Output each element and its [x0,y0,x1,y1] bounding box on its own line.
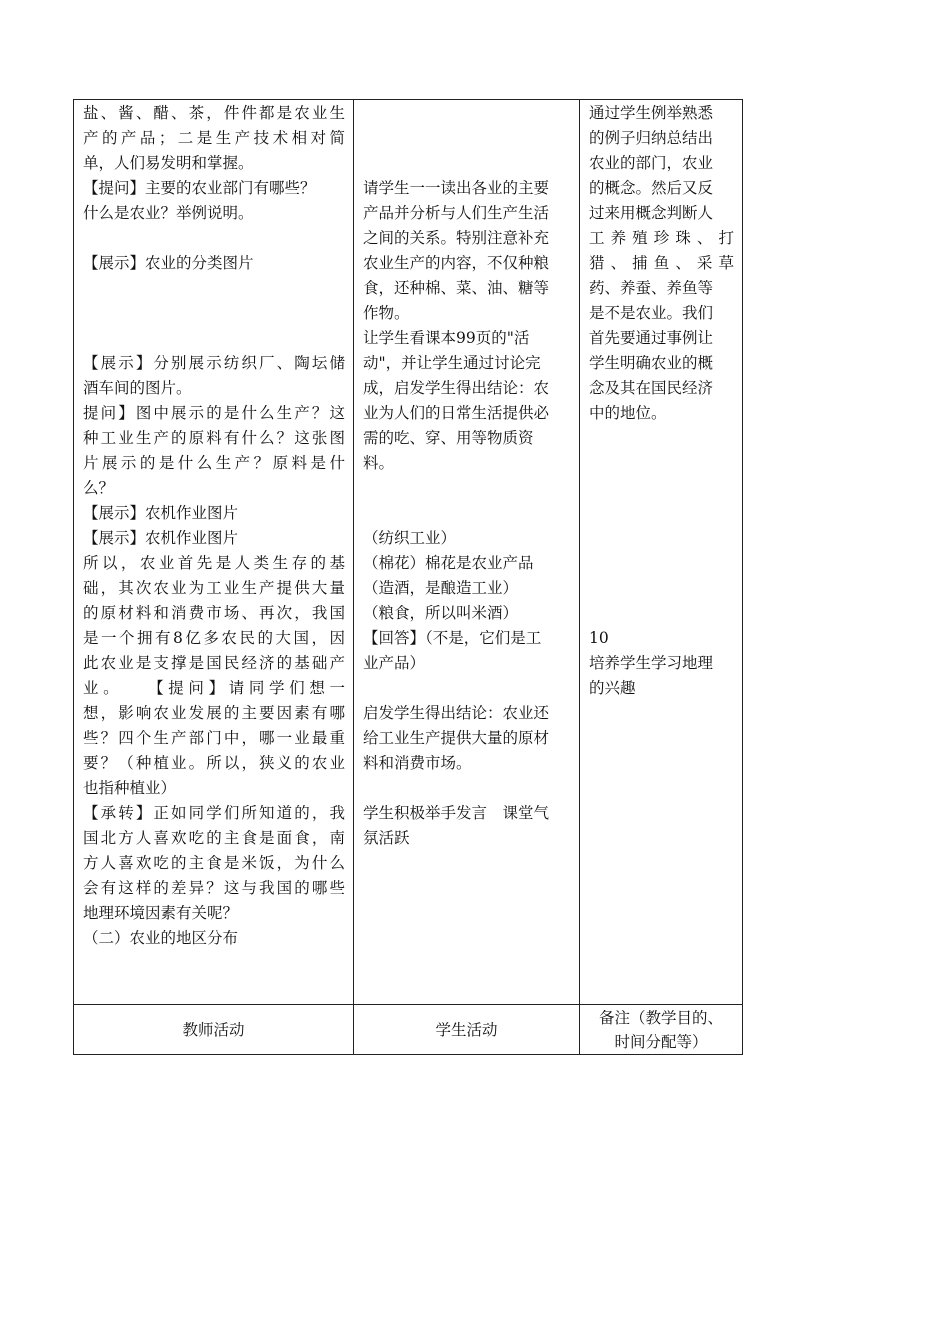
teacher-text-line: 础，其次农业为工业生产提供大量 [83,579,345,597]
notes-text-line [589,501,734,526]
notes-text-line: 是不是农业。我们 [589,304,714,322]
teacher-text-line: 方人喜欢吃的主食是米饭，为什么 [83,854,345,872]
teacher-text-line: 【展示】农机作业图片 [83,529,239,547]
student-text-line: 业产品） [363,654,426,672]
student-text-line: 让学生看课本99页的"活 [363,329,530,347]
notes-text-line: 猎、捕鱼、采草 [589,254,734,272]
student-text-line: 启发学生得出结论：农业还 [363,704,550,722]
notes-text-line: 10 [589,629,609,647]
notes-text-line: 工养殖珍珠、打 [589,229,734,247]
teacher-text-line [83,276,345,301]
notes-text-line [589,601,734,626]
teacher-text-line [83,301,345,326]
notes-text-line: 中的地位。 [589,404,667,422]
student-text-line: 学生积极举手发言 课堂气 [363,804,550,822]
teacher-text-line: 【承转】正如同学们所知道的，我 [83,804,345,822]
teacher-text-line: 提问】图中展示的是什么生产？这 [83,404,345,422]
teacher-text-line: 会有这样的差异？这与我国的哪些 [83,879,345,897]
student-text-line: 【回答】（不是，它们是工 [363,629,542,647]
teacher-text-line [83,326,345,351]
teacher-text-line [83,226,345,251]
notes-text-line: 学生明确农业的概 [589,354,714,372]
student-text-line: （纺织工业） [363,529,457,547]
column-header-row [74,1005,743,1055]
teacher-activity-cell [74,100,354,1005]
student-text-line [363,151,571,176]
teacher-text-line: 也指种植业） [83,779,177,797]
content-row [74,100,743,1005]
student-text-line: 给工业生产提供大量的原材 [363,729,550,747]
student-text-line: 动"，并让学生通过讨论完 [363,354,541,372]
notes-text-line [589,551,734,576]
teacher-text-line: 【展示】农机作业图片 [83,504,239,522]
notes-text-line: 的概念。然后又反 [589,179,714,197]
header-notes-line-2: 时间分配等） [614,1032,708,1051]
notes-text-line: 过来用概念判断人 [589,204,714,222]
student-text-line: 食，还种棉、菜、油、糖等 [363,279,550,297]
header-notes [580,1005,743,1055]
teacher-text-line: 什么是农业？举例说明。 [83,204,254,222]
student-text-line: 作物。 [363,304,410,322]
teacher-text-line: 是一个拥有8亿多农民的大国，因 [83,629,345,647]
student-text-line: 之间的关系。特别注意补充 [363,229,550,247]
student-text-line: 氛活跃 [363,829,410,847]
notes-text-line: 通过学生例举熟悉 [589,104,714,122]
teacher-text-line: 盐、酱、醋、茶，件件都是农业生 [83,104,345,122]
student-text-line: 业为人们的日常生活提供必 [363,404,550,422]
notes-text-line: 首先要通过事例让 [589,329,714,347]
notes-text-line: 药、养蚕、养鱼等 [589,279,714,297]
notes-text-line: 的兴趣 [589,679,636,697]
header-notes-line-1: 备注（教学目的、 [598,1008,723,1027]
student-text-line [363,676,571,701]
teacher-text-line: 酒车间的图片。 [83,379,192,397]
notes-cell [580,100,743,1005]
teacher-text-line: 所以，农业首先是人类生存的基 [83,554,345,572]
notes-text-line: 的例子归纳总结出 [589,129,714,147]
student-text-line: （粮食，所以叫米酒） [363,604,519,622]
teacher-text-line: 地理环境因素有关呢？ [83,904,239,922]
student-text-line: （棉花）棉花是农业产品 [363,554,534,572]
teacher-text-line: 【展示】分别展示纺织厂、陶坛储 [83,354,345,372]
student-text-line [363,776,571,801]
teacher-text-line: 【展示】农业的分类图片 [83,254,254,272]
teacher-text-line: 要？（种植业。所以，狭义的农业 [83,754,345,772]
teacher-text-line: 想，影响农业发展的主要因素有哪 [83,704,345,722]
student-text-line [363,476,571,501]
teacher-text-line: 业。 【提问】请同学们想一 [83,679,345,697]
student-text-line: 需的吃、穿、用等物质资 [363,429,534,447]
notes-text [580,100,742,1004]
notes-text-line [589,476,734,501]
student-text-line: （造酒，是酿造工业） [363,579,519,597]
notes-text-line: 念及其在国民经济 [589,379,714,397]
student-text-line: 产品并分析与人们生产生活 [363,204,550,222]
notes-text-line [589,426,734,451]
lesson-plan-table [73,99,743,1055]
student-text-line: 料和消费市场。 [363,754,472,772]
notes-text-line [589,526,734,551]
header-student-activity: 学生活动 [354,1005,580,1055]
notes-text-line [589,451,734,476]
teacher-text-line: 的原材料和消费市场、再次，我国 [83,604,345,622]
teacher-text-line: 此农业是支撑是国民经济的基础产 [83,654,345,672]
student-text-line: 成，启发学生得出结论：农 [363,379,550,397]
teacher-text-line: 国北方人喜欢吃的主食是面食，南 [83,829,345,847]
student-activity-text [354,100,579,1004]
teacher-text-line: 些？四个生产部门中，哪一业最重 [83,729,345,747]
teacher-text-line: 单，人们易发明和掌握。 [83,154,254,172]
student-activity-cell [354,100,580,1005]
teacher-activity-text [74,100,353,1004]
notes-text-line [589,576,734,601]
teacher-text-line: 片展示的是什么生产？原料是什 [83,454,345,472]
teacher-text-line: 【提问】主要的农业部门有哪些？ [83,179,316,197]
student-text-line [363,126,571,151]
teacher-text-line: （二）农业的地区分布 [83,929,239,947]
header-teacher-activity: 教师活动 [74,1005,354,1055]
notes-text-line: 农业的部门，农业 [589,154,714,172]
teacher-text-line: 种工业生产的原料有什么？这张图 [83,429,345,447]
student-text-line: 请学生一一读出各业的主要 [363,179,550,197]
student-text-line: 农业生产的内容，不仅种粮 [363,254,550,272]
student-text-line [363,501,571,526]
teacher-text-line: 么？ [83,479,115,497]
student-text-line: 料。 [363,454,395,472]
notes-text-line: 培养学生学习地理 [589,654,714,672]
student-text-line [363,101,571,126]
teacher-text-line: 产的产品；二是生产技术相对简 [83,129,345,147]
